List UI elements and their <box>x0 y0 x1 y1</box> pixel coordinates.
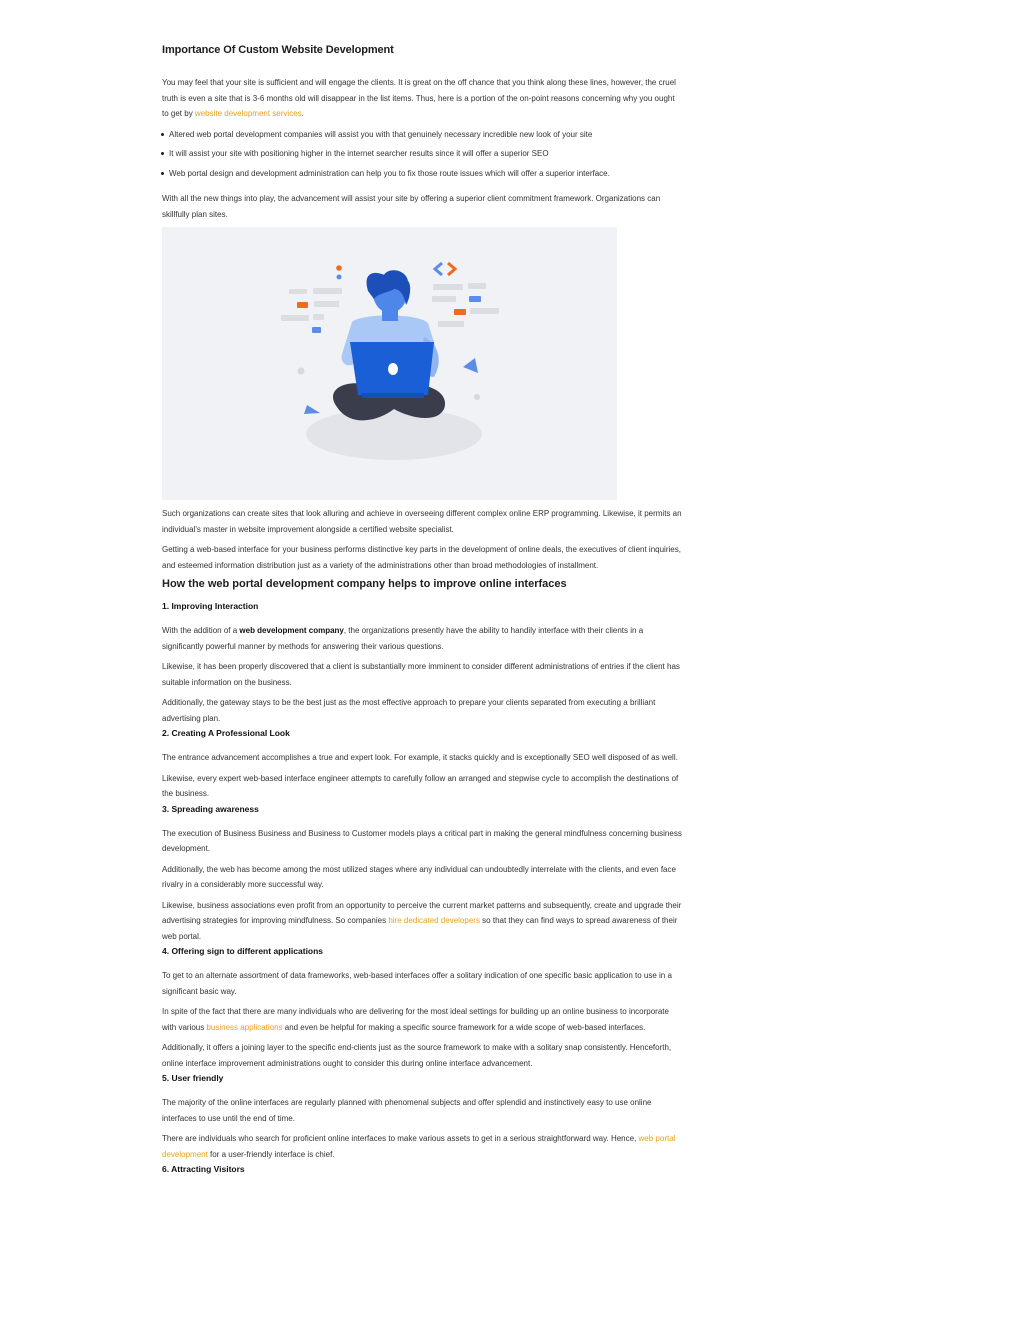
business-applications-link[interactable]: business applications <box>206 1022 283 1032</box>
text: for a user-friendly interface is chief. <box>207 1149 335 1159</box>
paragraph: To get to an alternate assortment of data frameworks, web-based interfaces offer a solitary indication of one specific basic application to use in a significant basic way. <box>162 971 672 996</box>
paragraph: The execution of Business Business and Business to Customer models plays a critical part in making the general mindfulness concerning business development. <box>162 828 682 853</box>
triangle-left <box>304 405 320 414</box>
paragraph <box>162 1131 682 1162</box>
text: so that they can find ways to spread awareness of their web portal. <box>162 916 678 941</box>
section-heading: 1. Improving Interaction <box>162 601 259 611</box>
paragraph: Additionally, the web has become among the most utilized stages where any individual can undoubtedly interrelate with the clients, and even face rivalry in a considerably more successful way. <box>162 864 676 889</box>
left-code-lines <box>281 288 342 333</box>
paragraph: Additionally, it offers a joining layer to the specific end-clients just as the source framework to make with a solitary snap consistently. Henceforth, online interface improvement administrations ought to consider this during online interface advancement. <box>162 1043 672 1068</box>
dot-orange <box>336 265 342 271</box>
intro-end: . <box>301 109 304 118</box>
laptop-base <box>362 393 424 398</box>
intro-text: You may feel that your site is sufficient and will engage the clients. It is great on the off chance that you think along these lines, however, the cruel truth is even a site that is 3-6 months old will disappear in the list items. Thus, here is a portion of the on-point reasons concerning why you ought to get by <box>162 78 676 118</box>
code-brackets-icon <box>435 263 455 275</box>
framework-paragraph: With all the new things into play, the advancement will assist your site by offering a superior client commitment framework. Organizations can skillfully plan sites. <box>162 194 661 219</box>
paragraph <box>162 898 682 945</box>
section-subheading: How the web portal development company helps to improve online interfaces <box>162 578 567 590</box>
section-heading: 6. Attracting Visitors <box>162 1164 245 1174</box>
paragraph: The entrance advancement accomplishes a true and expert look. For example, it stacks quickly and is exceptionally SEO well disposed of as well. <box>162 753 678 762</box>
text: With the addition of a <box>162 626 240 635</box>
hire-dedicated-developers-link[interactable]: hire dedicated developers <box>388 916 480 925</box>
triangle-right <box>463 358 478 373</box>
web-portal-development-link[interactable]: web portal development <box>162 1134 676 1159</box>
paragraph: The majority of the online interfaces are regularly planned with phenomenal subjects and offer splendid and instinctively easy to use online interfaces to use until the end of time. <box>162 1098 652 1123</box>
paragraph: Likewise, it has been properly discovered that a client is substantially more imminent to consider different administrations of entries if the client has suitable information on the business. <box>162 662 680 687</box>
dot-gray <box>474 394 480 400</box>
list-item: Altered web portal development companies will assist you with that genuinely necessary incredible new look of your site <box>162 127 682 143</box>
image-followup-paragraph: Such organizations can create sites that look alluring and achieve in overseeing different complex online ERP programming. Likewise, it permits an individual's master in website improvement alongside a certified website specialist. <box>162 509 682 534</box>
text: Likewise, business associations even profit from an opportunity to perceive the current market patterns and subsequently, create and upgrade their advertising strategies for improving mindfulness. So companies <box>162 900 682 925</box>
dot-gray <box>298 368 305 375</box>
article <box>162 44 682 1186</box>
intro-paragraph <box>162 75 682 122</box>
list-item: Web portal design and development administration can help you to fix those route issues which will offer a superior interface. <box>162 166 682 182</box>
benefits-list <box>162 127 682 182</box>
website-development-services-link[interactable]: website development services <box>194 109 302 118</box>
text: and even be helpful for making a specific source framework for a wide scope of web-based interfaces. <box>282 1022 646 1032</box>
paragraph: Likewise, every expert web-based interface engineer attempts to carefully follow an arranged and stepwise cycle to accomplish the destinations of the business. <box>162 773 679 798</box>
section-heading: 4. Offering sign to different applications <box>162 946 324 956</box>
text: , the organizations presently have the ability to handily interface with their clients in a significantly powerful manner by methods for answering their various questions. <box>162 626 644 651</box>
paragraph <box>162 1004 682 1035</box>
text: In spite of the fact that there are many individuals who are delivering for the most ideal settings for building up an online business to incorporate with various <box>162 1007 669 1032</box>
floor-shadow <box>306 408 482 460</box>
laptop-logo <box>388 363 398 375</box>
text: There are individuals who search for proficient online interfaces to make various assets to get in a serious straightforward way. Hence, <box>162 1134 639 1143</box>
developer-illustration <box>162 227 617 500</box>
section-heading: 2. Creating A Professional Look <box>162 728 290 738</box>
paragraph <box>162 623 682 654</box>
section-heading: 3. Spreading awareness <box>162 803 259 814</box>
image-followup-paragraph: Getting a web-based interface for your business performs distinctive key parts in the development of online deals, the executives of client inquiries, and esteemed information distribution just as a variety of the administrations other than broad methodologies of installment. <box>162 545 681 570</box>
article-title: Importance Of Custom Website Development <box>162 44 394 56</box>
paragraph: Additionally, the gateway stays to be the best just as the most effective approach to prepare your clients separated from executing a brilliant advertising plan. <box>162 698 656 723</box>
right-code-lines <box>432 283 499 327</box>
section-heading: 5. User friendly <box>162 1073 224 1083</box>
bold-text: web development company <box>239 626 344 635</box>
list-item: It will assist your site with positioning higher in the internet searcher results since it will offer a superior SEO <box>162 146 682 162</box>
dot-blue <box>337 275 342 280</box>
